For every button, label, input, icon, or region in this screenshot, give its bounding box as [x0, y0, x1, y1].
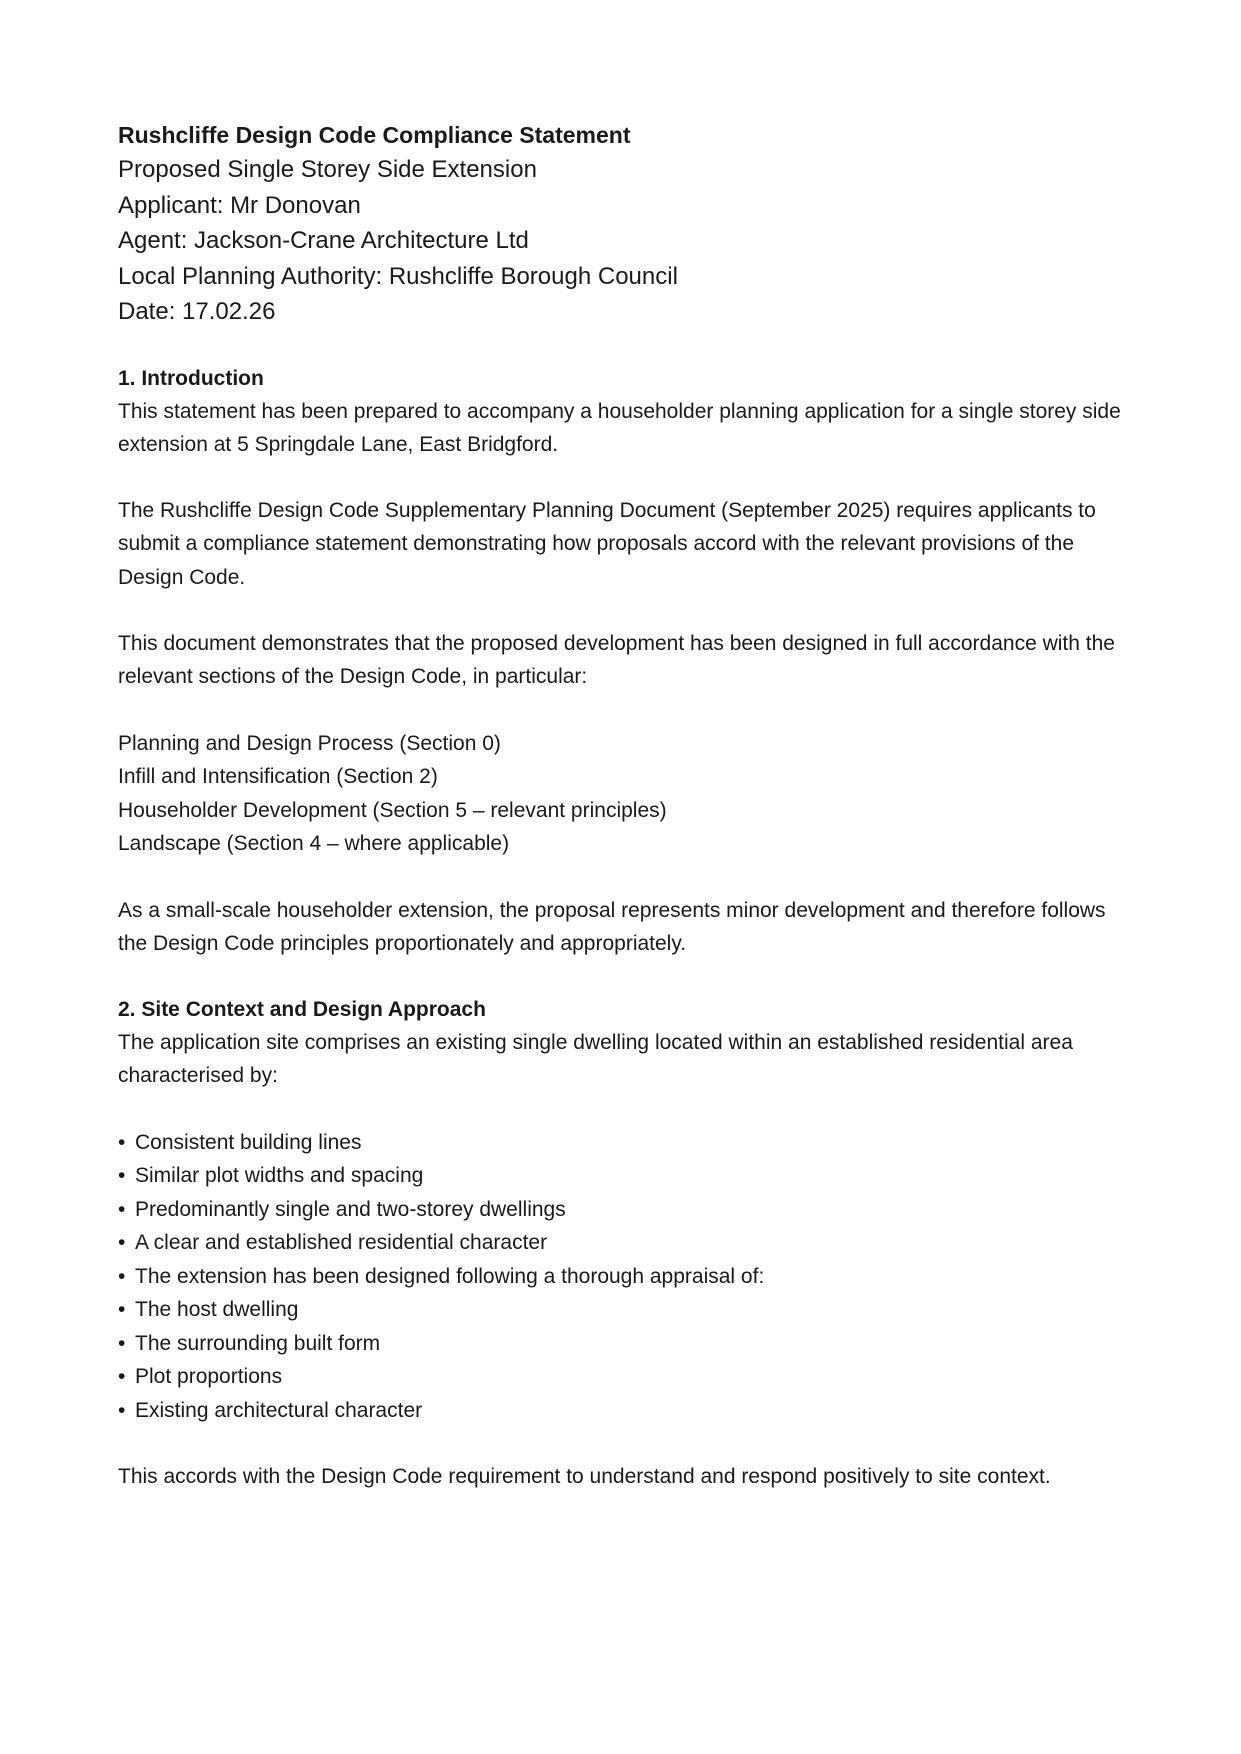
bullet-item	[118, 1360, 1128, 1394]
list-item: Householder Development (Section 5 – relevant principles)	[118, 798, 667, 822]
bullet-text: Plot proportions	[135, 1365, 283, 1389]
bullet-icon: •	[118, 1331, 126, 1355]
spacer	[118, 861, 1128, 894]
document-title: Rushcliffe Design Code Compliance Statement	[118, 122, 631, 148]
bullet-text: Predominantly single and two-storey dwellings	[135, 1197, 566, 1221]
bullet-text: A clear and established residential character	[135, 1231, 548, 1255]
agent-line: Agent: Jackson-Crane Architecture Ltd	[118, 227, 529, 254]
spacer	[118, 330, 1128, 362]
intro-paragraph-1: This statement has been prepared to accompany a householder planning application for a single storey side extension at 5 Springdale Lane, East Bridgford.	[118, 399, 1121, 456]
bullet-text: Similar plot widths and spacing	[135, 1164, 424, 1188]
bullet-item	[118, 1193, 1128, 1227]
section-heading-site-context: 2. Site Context and Design Approach	[118, 998, 486, 1022]
bullet-item	[118, 1126, 1128, 1160]
bullet-icon: •	[118, 1164, 126, 1188]
site-context-paragraph-2: This accords with the Design Code requirement to understand and respond positively to site context.	[118, 1465, 1051, 1489]
intro-paragraph-3: This document demonstrates that the proposed development has been designed in full accordance with the relevant sections of the Design Code, in particular:	[118, 631, 1115, 689]
bullet-item	[118, 1327, 1128, 1361]
bullet-text: Existing architectural character	[135, 1398, 423, 1422]
bullet-item	[118, 1159, 1128, 1193]
design-code-sections-list	[118, 727, 1128, 861]
bullet-item	[118, 1260, 1128, 1294]
proposal-line: Proposed Single Storey Side Extension	[118, 156, 537, 183]
bullet-icon: •	[118, 1231, 126, 1255]
spacer	[118, 960, 1128, 993]
bullet-item	[118, 1226, 1128, 1260]
authority-line: Local Planning Authority: Rushcliffe Borough Council	[118, 262, 678, 290]
intro-paragraph-2: The Rushcliffe Design Code Supplementary Planning Document (September 2025) requires applicants to submit a compliance statement demonstrating how proposals accord with the relevant provisions of the Design Code.	[118, 499, 1096, 589]
bullet-icon: •	[118, 1197, 126, 1221]
bullet-icon: •	[118, 1365, 126, 1389]
bullet-icon: •	[118, 1130, 126, 1154]
bullet-text: The host dwelling	[135, 1298, 299, 1322]
site-context-paragraph-1: The application site comprises an existing single dwelling located within an established residential area characterised by:	[118, 1031, 1073, 1088]
section-heading-introduction: 1. Introduction	[118, 366, 264, 390]
spacer	[118, 594, 1128, 627]
bullet-text: The extension has been designed following a thorough appraisal of:	[135, 1264, 765, 1288]
bullet-text: The surrounding built form	[135, 1331, 381, 1355]
list-item: Infill and Intensification (Section 2)	[118, 765, 438, 789]
date-line: Date: 17.02.26	[118, 298, 276, 325]
spacer	[118, 1427, 1128, 1460]
bullet-icon: •	[118, 1264, 126, 1288]
site-character-bullet-list	[118, 1126, 1128, 1428]
list-item: Planning and Design Process (Section 0)	[118, 731, 501, 755]
bullet-text: Consistent building lines	[135, 1130, 362, 1154]
bullet-icon: •	[118, 1398, 126, 1422]
spacer	[118, 694, 1128, 727]
applicant-line: Applicant: Mr Donovan	[118, 191, 361, 219]
bullet-item	[118, 1293, 1128, 1327]
spacer	[118, 1093, 1128, 1126]
list-item: Landscape (Section 4 – where applicable)	[118, 832, 510, 856]
bullet-item	[118, 1394, 1128, 1428]
bullet-icon: •	[118, 1298, 126, 1322]
spacer	[118, 461, 1128, 494]
document-page	[118, 118, 1128, 1494]
intro-paragraph-4: As a small-scale householder extension, the proposal represents minor development and therefore follows the Design Code principles proportionately and appropriately.	[118, 898, 1106, 955]
